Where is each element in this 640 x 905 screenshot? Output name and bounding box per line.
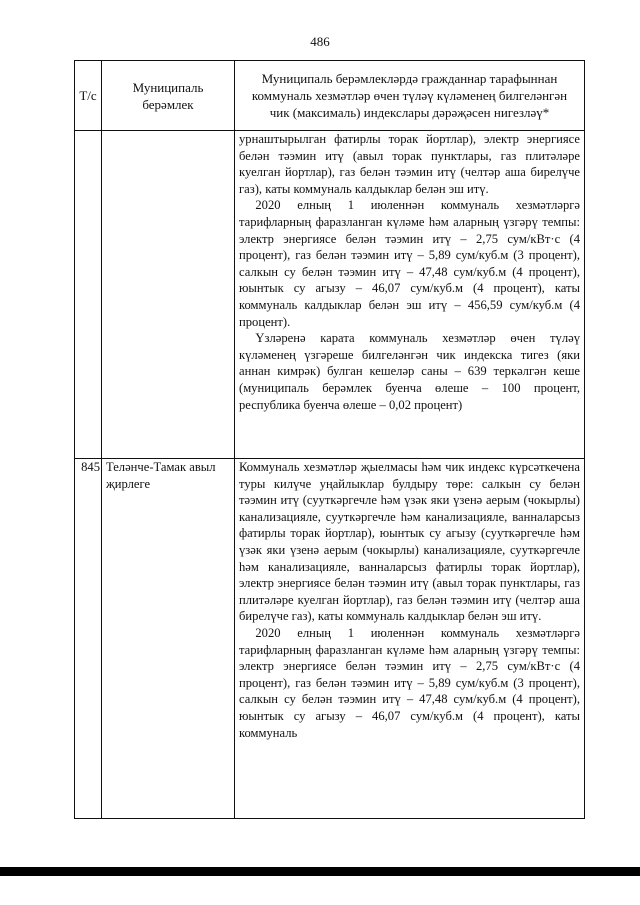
table-row — [75, 131, 585, 459]
paragraph: 2020 елның 1 июленнән коммуналь хезмәтләргә тарифларның фаразланган күләме һәм аларның үзгәрү темпы: электр энергиясе белән тәэмин итү – 2,75 сум/кВт·с (4 процент), газ белән тәэмин итү – 5,89 сум/куб.м (3 процент), салкын су белән тәэмин итү – 47,48 сум/куб.м (4 процент), юынтык су агызу – 46,07 сум/куб.м (4 процент), каты коммуналь калдыклар белән эш итү – 456,59 сум/куб.м (4 процент). — [239, 198, 580, 329]
header-municipality: Муниципаль берәмлек — [102, 61, 235, 131]
municipal-index-table — [74, 60, 585, 819]
table-row — [75, 459, 585, 819]
paragraph: Коммуналь хезмәтләр җыелмасы һәм чик индекс күрсәткечена туры килүче уңайлыклар булдыру төре: салкын су белән тәэмин итү (сууткәргечле һәм үзәк яки үзенә аерым (чокырлы) канализацияле, сууткәргечле һәм канализацияле, ванналарсыз фатирлы торак йортлар), юынтык су агызу (сууткәргечле һәм үзәк яки үзенә аерым (чокырлы) канализацияле, сууткәргечле һәм канализацияле, ванналарсыз фатирлы торак йортлар), электр энергиясе белән тәэмин итү (авыл торак пунктлары, газ плитәләре куелган йортлар), газ белән тәэмин итү (челтәр аша бирелүче газ), каты коммуналь калдыклар белән эш итү. — [239, 460, 580, 624]
row-justification — [235, 131, 585, 459]
header-justification — [235, 61, 585, 131]
row-municipality — [102, 131, 235, 459]
row-number: 845 — [75, 459, 102, 819]
table-header-row — [75, 61, 585, 131]
row-municipality: Теләнче-Тамак авыл җирлеге — [102, 459, 235, 819]
paragraph: 2020 елның 1 июленнән коммуналь хезмәтләргә тарифларның фаразланган күләме һәм аларның үзгәрү темпы: электр энергиясе белән тәэмин итү – 2,75 сум/кВт·с (4 процент), газ белән тәэмин итү – 5,89 сум/куб.м (3 процент), салкын су белән тәэмин итү – 47,48 сум/куб.м (4 процент), юынтык су агызу – 46,07 сум/куб.м (4 процент), каты коммуналь — [239, 625, 580, 740]
row-justification — [235, 459, 585, 819]
header-justification-text: Муниципаль берәмлекләрдә гражданнар тарафыннан коммуналь хезмәтләр өчен түләү күләменең билгеләнгән чик (максималь) индекслары дәрәҗәсен нигезләү* — [251, 71, 568, 120]
scan-border-bar — [0, 867, 640, 876]
paragraph: Үзләренә карата коммуналь хезмәтләр өчен түләү күләменең үзгәреше билгеләнгән чик индекска тигез (яки аннан кимрәк) булган кешеләр саны – 639 теркәлгән кеше (муниципаль берәмлек буенча өлеше – 100 процент, республика буенча өлеше – 0,02 процент) — [239, 331, 580, 412]
page-number: 486 — [310, 34, 330, 49]
row-number — [75, 131, 102, 459]
paragraph: урнаштырылган фатирлы торак йортлар), электр энергиясе белән тәэмин итү (авыл торак пунктлары, газ плитәләре куелган йортлар), газ белән тәэмин итү (челтәр аша бирелүче газ), каты коммуналь калдыклар белән эш итү. — [239, 132, 580, 196]
header-number: Т/с — [75, 61, 102, 131]
